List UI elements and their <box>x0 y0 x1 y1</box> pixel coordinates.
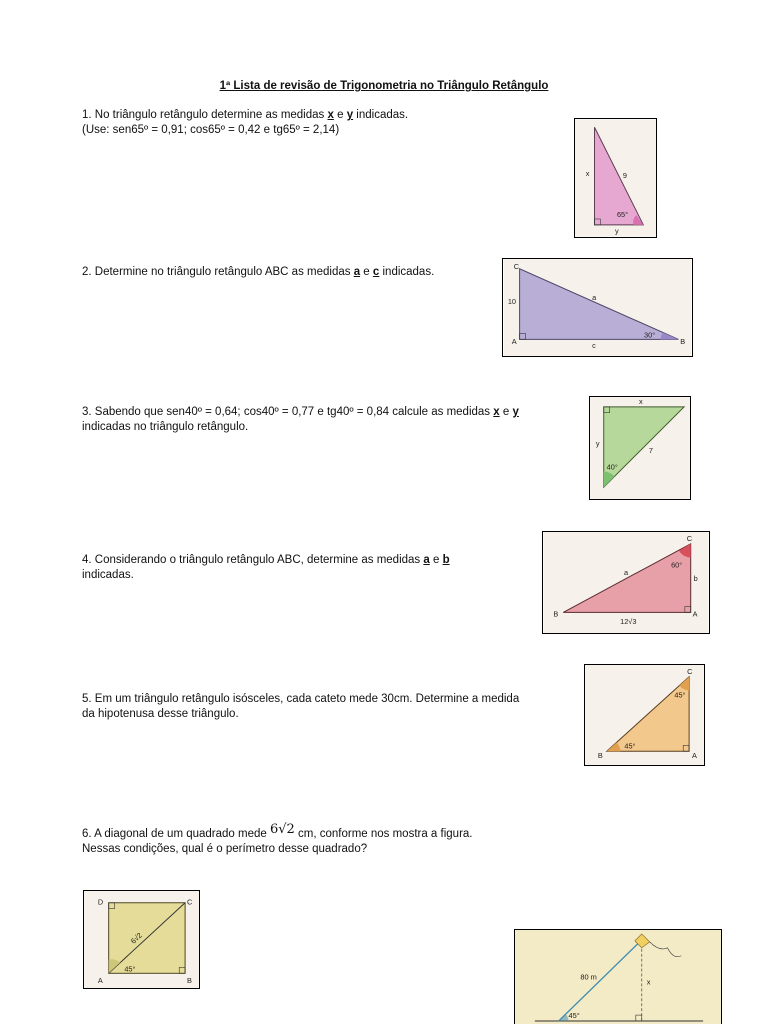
question-6 <box>82 822 542 857</box>
label-a: a <box>592 293 597 303</box>
question-3-line2: indicadas no triângulo retângulo. <box>82 421 249 433</box>
figure-7-kite <box>514 929 722 1024</box>
figure-1 <box>574 118 657 238</box>
label-hyp: 9 <box>622 171 627 180</box>
question-1 <box>82 108 522 138</box>
label-base: 12√3 <box>620 617 637 627</box>
var-a: a <box>353 266 361 278</box>
label-C: C <box>686 533 693 543</box>
question-1-hint: (Use: sen65º = 0,91; cos65º = 0,42 e tg65º = 2,14) <box>82 124 340 136</box>
question-1-text: 1. No triângulo retângulo determine as medidas <box>82 109 328 121</box>
question-5-text: 5. Em um triângulo retângulo isósceles, cada cateto mede 30cm. Determine a medida <box>82 693 520 705</box>
question-3-text: 3. Sabendo que sen40º = 0,64; cos40º = 0,77 e tg40º = 0,84 calcule as medidas <box>82 406 494 418</box>
label-angle: 60° <box>671 560 683 570</box>
question-4-line2: indicadas. <box>82 569 134 581</box>
label-C: C <box>687 666 693 676</box>
label-B: B <box>553 609 559 619</box>
question-5 <box>82 692 577 722</box>
question-1-suffix: indicadas. <box>353 109 409 121</box>
label-diag: 6√2 <box>128 930 144 946</box>
question-2-text: 2. Determine no triângulo retângulo ABC as medidas <box>82 266 354 278</box>
label-rope: 80 m <box>580 972 597 982</box>
label-hyp: 7 <box>648 445 653 455</box>
label-angle: 30° <box>644 330 656 340</box>
conj: e <box>333 109 347 121</box>
question-6-text: 6. A diagonal de um quadrado mede <box>82 828 270 840</box>
label-angle: 45° <box>568 1011 580 1021</box>
figure-6 <box>83 890 200 989</box>
conj: e <box>429 554 443 566</box>
label-angle: 45° <box>124 964 136 974</box>
var-b: b <box>442 554 450 566</box>
figure-4 <box>542 531 710 634</box>
question-4 <box>82 553 532 583</box>
label-A: A <box>692 609 698 619</box>
label-side: 10 <box>507 297 517 307</box>
figure-2 <box>502 258 693 357</box>
label-A: A <box>511 337 517 347</box>
label-c: c <box>592 341 596 351</box>
question-6-line2: Nessas condições, qual é o perímetro desse quadrado? <box>82 843 368 855</box>
var-c: c <box>372 266 380 278</box>
question-2-suffix: indicadas. <box>379 266 435 278</box>
label-C: C <box>513 261 520 271</box>
var-y: y <box>346 109 354 121</box>
conj: e <box>499 406 513 418</box>
label-y: y <box>595 439 600 449</box>
figure-3 <box>589 396 691 500</box>
question-2 <box>82 265 502 280</box>
question-3 <box>82 405 582 435</box>
conj: e <box>360 266 373 278</box>
question-6-suffix: cm, conforme nos mostra a figura. <box>294 828 473 840</box>
label-C: C <box>187 897 193 907</box>
var-x: x <box>327 109 334 121</box>
label-angle: 65° <box>616 210 629 220</box>
label-D: D <box>97 897 104 907</box>
label-a: a <box>624 568 629 578</box>
label-B: B <box>597 751 603 761</box>
label-A: A <box>97 976 103 986</box>
label-B: B <box>187 976 192 986</box>
label-y: y <box>615 226 619 236</box>
question-5-line2: da hipotenusa desse triângulo. <box>82 708 239 720</box>
label-x: x <box>639 397 643 406</box>
label-x: x <box>585 169 590 179</box>
label-A: A <box>692 751 697 761</box>
radical-value: 6√2 <box>269 822 295 837</box>
var-y: y <box>512 406 519 418</box>
label-angle-c: 45° <box>674 690 686 700</box>
var-x: x <box>493 406 500 418</box>
label-angle: 40° <box>606 462 618 472</box>
label-angle-b: 45° <box>624 741 636 751</box>
label-B: B <box>680 337 686 347</box>
page-title: 1ª Lista de revisão de Trigonometria no Triângulo Retângulo <box>219 80 549 92</box>
question-4-text: 4. Considerando o triângulo retângulo ABC, determine as medidas <box>82 554 424 566</box>
label-height: x <box>646 977 651 987</box>
var-a: a <box>423 554 430 566</box>
figure-5 <box>584 664 705 766</box>
label-b: b <box>693 574 698 584</box>
